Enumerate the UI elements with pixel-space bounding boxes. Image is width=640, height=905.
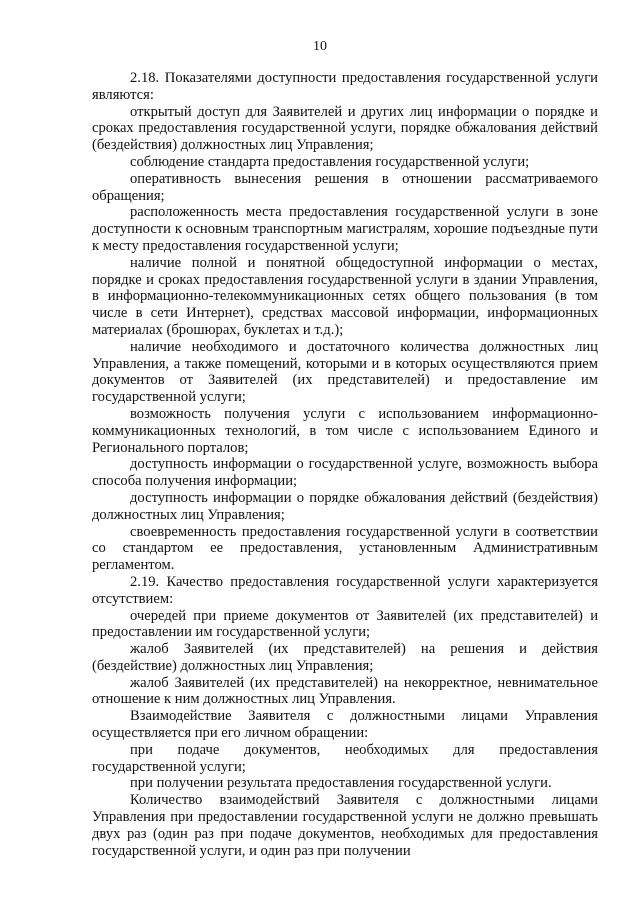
list-item-ict-services: возможность получения услуги с использованием информационно-коммуникационных технологий, в том числе с использованием Единого и Регионального порталов; [92,405,598,456]
list-item-appeal-info: доступность информации о порядке обжалования действий (бездействия) должностных лиц Управления; [92,489,598,523]
document-body [92,70,598,859]
list-item-on-receipt: при получении результата предоставления государственной услуги. [130,775,552,792]
list-item-public-information: наличие полной и понятной общедоступной информации о местах, порядке и сроках предоставления государственной услуги в здании Управления, в информационно-телекоммуникационных сетях общего пользования (в том числе в сети Интернет), средствах массовой информации, информационных материалах (брошюрах, буклетах и т.д.); [92,254,598,338]
list-item-on-submission: при подаче документов, необходимых для предоставления государственной услуги; [92,741,598,775]
list-item-info-availability: доступность информации о государственной услуге, возможность выбора способа получения информации; [92,456,598,490]
list-item-no-complaints-decisions: жалоб Заявителей (их представителей) на решения и действия (бездействие) должностных лиц Управления; [92,641,598,674]
list-item-timeliness: своевременность предоставления государственной услуги в соответствии со стандартом ее предоставления, установленным Административным регламентом. [92,523,598,574]
list-item-no-queues: очередей при приеме документов от Заявителей (их представителей) и предоставлении им государственной услуги; [92,607,598,641]
list-item-standard-compliance: соблюдение стандарта предоставления государственной услуги; [130,153,530,170]
list-item-prompt-decision: оперативность вынесения решения в отношении рассматриваемого обращения; [92,170,598,204]
list-item-staff-and-premises: наличие необходимого и достаточного количества должностных лиц Управления, а также помещений, которыми и в которых осуществляются прием документов от Заявителей (их представителей) и предоставление им государственной услуги; [92,338,598,406]
list-item-open-access: открытый доступ для Заявителей и других лиц информации о порядке и сроках предоставления государственной услуги, порядке обжалования действий (бездействия) должностных лиц Управления; [92,103,598,154]
section-2-19-heading: 2.19. Качество предоставления государственной услуги характеризуется отсутствием: [92,573,598,607]
paragraph-interaction-count: Количество взаимодействий Заявителя с должностными лицами Управления при предоставлении государственной услуги не должно превышать двух раз (один раз при подаче документов, необходимых для предоставления государственной услуги, и один раз при получении [92,792,598,859]
list-item-location-accessibility: расположенность места предоставления государственной услуги в зоне доступности к основным транспортным магистралям, хорошие подъездные пути к месту предоставления государственной услуги; [92,204,598,254]
list-item-no-complaints-attitude: жалоб Заявителей (их представителей) на некорректное, невнимательное отношение к ним должностных лиц Управления. [92,674,598,708]
section-2-18-heading: 2.18. Показателями доступности предоставления государственной услуги являются: [92,70,598,103]
page-number: 10 [313,39,327,54]
paragraph-interaction-intro: Взаимодействие Заявителя с должностными лицами Управления осуществляется при его личном обращении: [92,708,598,742]
